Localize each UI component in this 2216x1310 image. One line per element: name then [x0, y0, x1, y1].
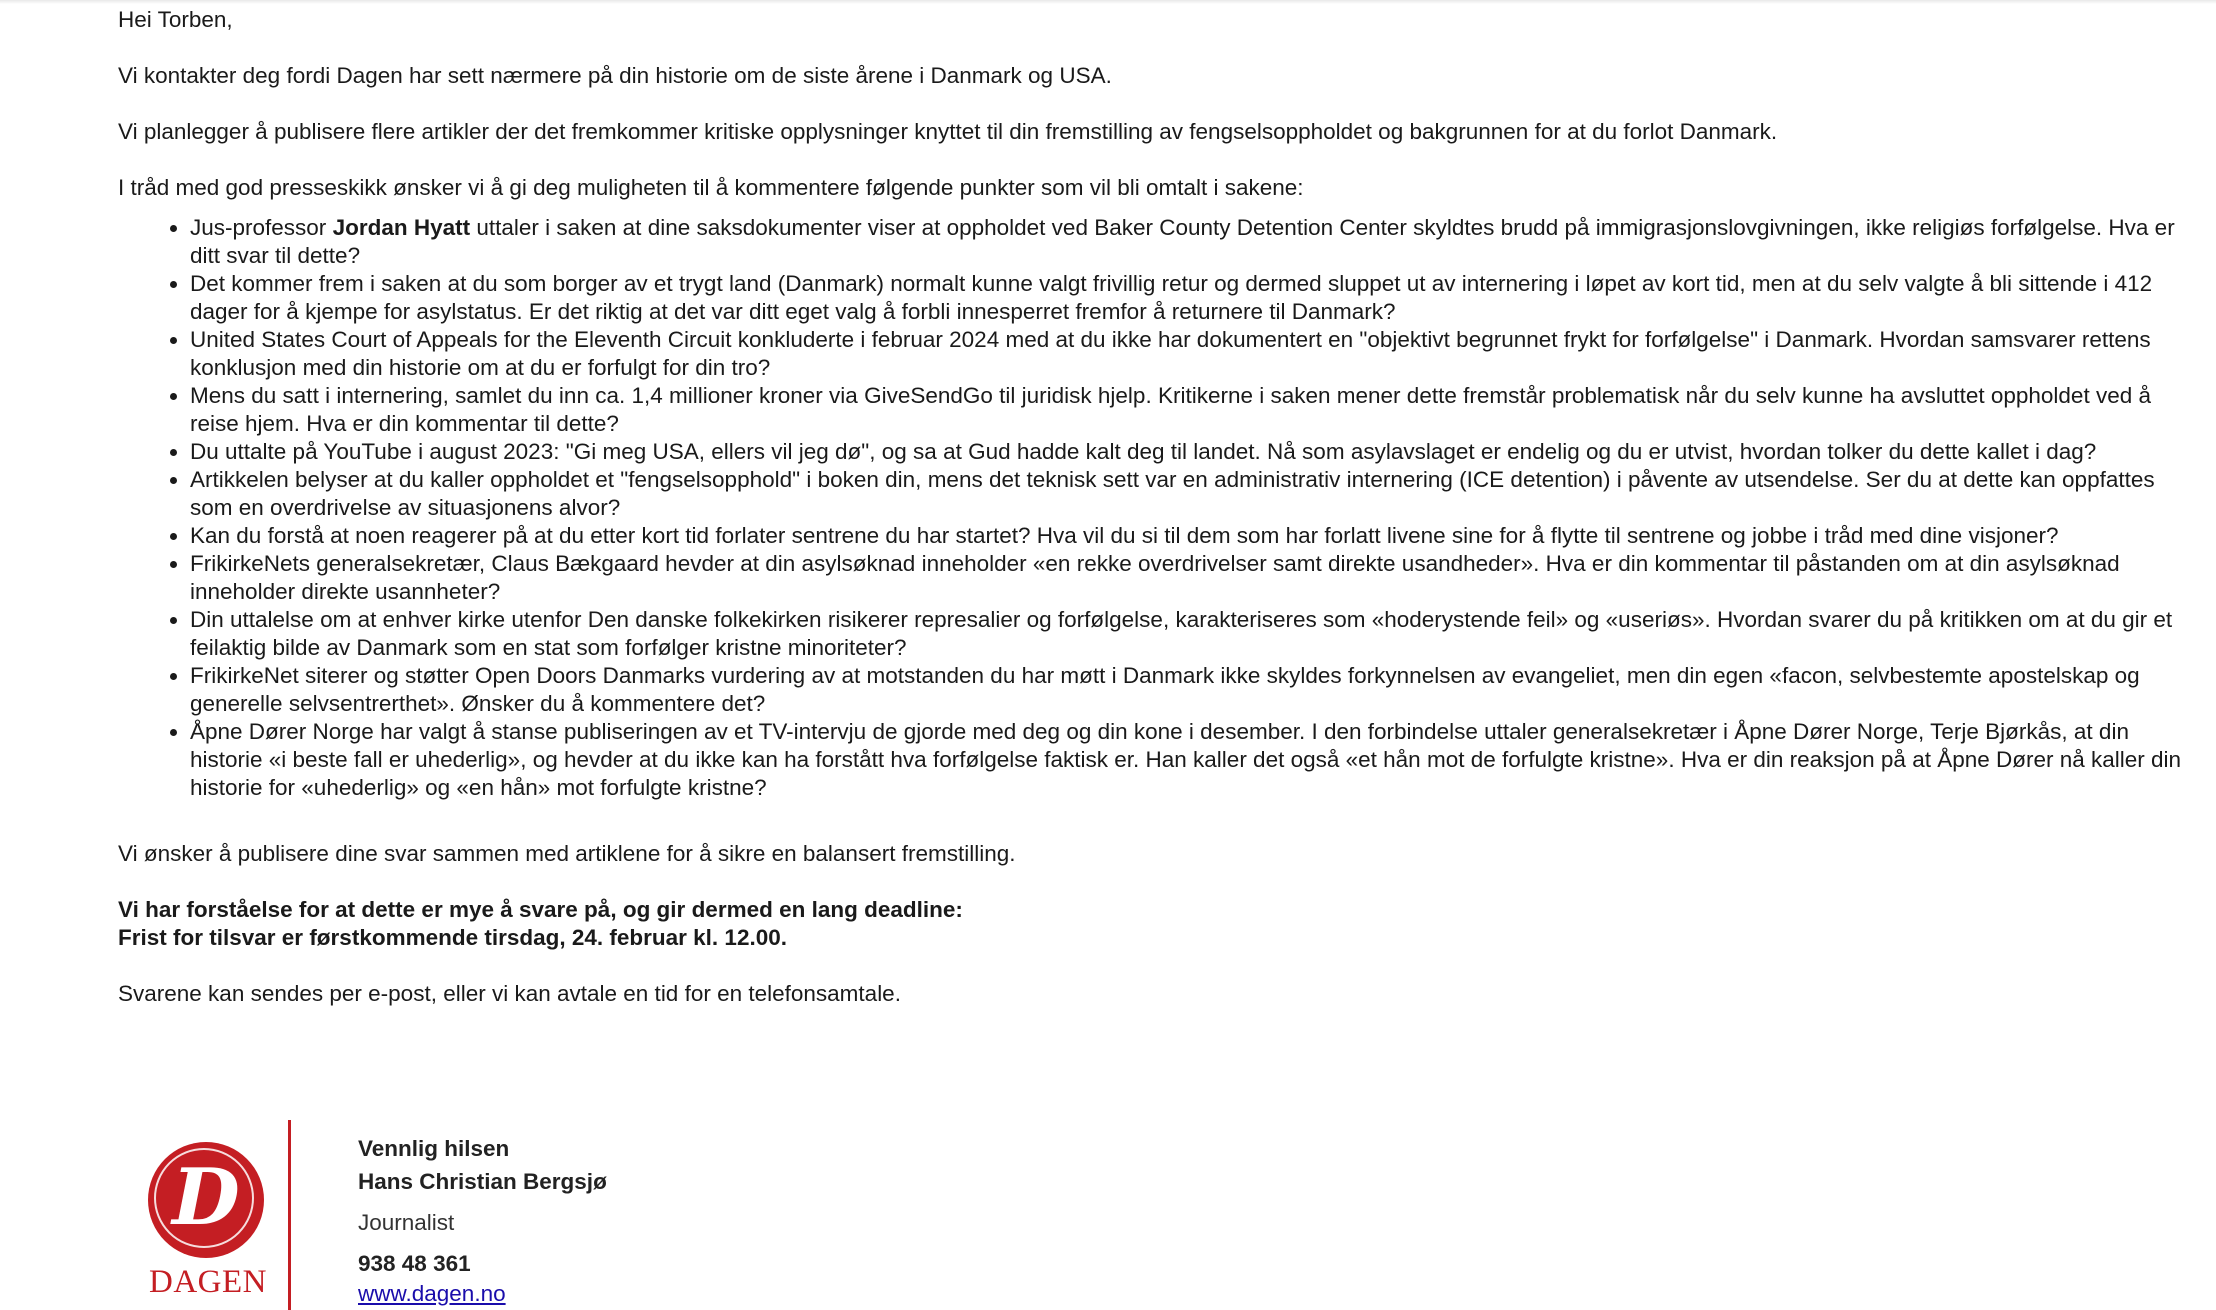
deadline-block: [118, 896, 2198, 952]
question-list: [118, 214, 2198, 802]
deadline-line-1: Vi har forståelse for at dette er mye å svare på, og gir dermed en lang deadline:: [118, 897, 963, 922]
list-item: • FrikirkeNet siterer og støtter Open Doors Danmarks vurdering av at motstanden du har møtt i Danmark ikke skyldes forkynnelsen av evangeliet, men din egen «facon, selvbestemte apostelskap og generelle selvsentrerthet». Ønsker du å kommentere det?: [190, 662, 2198, 718]
expert-name: Jordan Hyatt: [332, 215, 471, 240]
logo-wordmark: DAGEN: [149, 1264, 267, 1300]
list-item: • United States Court of Appeals for the Eleventh Circuit konkluderte i februar 2024 med at du ikke har dokumentert en "objektivt begrunnet frykt for forfølgelse" i Danmark. Hvordan samsvarer rettens konklusjon med din historie om at du er forfulgt for din tro?: [190, 326, 2198, 382]
lead-in-paragraph: I tråd med god presseskikk ønsker vi å gi deg muligheten til å kommentere følgende punkter som vil bli omtalt i sakene:: [118, 175, 1304, 200]
list-item: • Kan du forstå at noen reagerer på at du etter kort tid forlater sentrene du har startet? Hva vil du si til dem som har forlatt livene sine for å flytte til sentrene og jobbe i tråd med dine visjoner?: [190, 522, 2198, 550]
publish-note: Vi ønsker å publisere dine svar sammen med artiklene for å sikre en balansert fremstilling.: [118, 841, 1016, 866]
email-body: [118, 6, 2198, 1036]
deadline-line-2: Frist for tilsvar er førstkommende tirsdag, 24. februar kl. 12.00.: [118, 925, 787, 950]
greeting: Hei Torben,: [118, 7, 233, 32]
signature-regards: Vennlig hilsen: [358, 1136, 510, 1161]
intro-paragraph: Vi kontakter deg fordi Dagen har sett nærmere på din historie om de siste årene i Danmark og USA.: [118, 63, 1112, 88]
signature-phone: 938 48 361: [358, 1251, 471, 1276]
list-item: • Mens du satt i internering, samlet du inn ca. 1,4 millioner kroner via GiveSendGo til juridisk hjelp. Kritikerne i saken mener dette fremstår problematisk når du selv kunne ha avsluttet oppholdet ved å reise hjem. Hva er din kommentar til dette?: [190, 382, 2198, 438]
list-item: • Det kommer frem i saken at du som borger av et trygt land (Danmark) normalt kunne valgt frivillig retur og dermed sluppet ut av internering i løpet av kort tid, men at du selv valgte å bli sittende i 412 dager for å kjempe for asylstatus. Er det riktig at det var ditt eget valg å forbli innesperret fremfor å returnere til Danmark?: [190, 270, 2198, 326]
signature-divider: [288, 1120, 291, 1310]
website-link[interactable]: www.dagen.no: [358, 1281, 506, 1306]
logo-letter: D: [172, 1152, 240, 1243]
signature-details: [358, 1132, 607, 1308]
contact-note: Svarene kan sendes per e-post, eller vi kan avtale en tid for en telefonsamtale.: [118, 981, 901, 1006]
top-divider: [0, 0, 2216, 4]
list-item: • Artikkelen belyser at du kaller oppholdet et "fengselsopphold" i boken din, mens det teknisk sett var en administrativ internering (ICE detention) i påvente av utsendelse. Ser du at dette kan oppfattes som en overdrivelse av situasjonens alvor?: [190, 466, 2198, 522]
logo-emblem: [148, 1142, 264, 1258]
point-prefix: Jus-professor: [190, 215, 333, 240]
list-item: • FrikirkeNets generalsekretær, Claus Bækgaard hevder at din asylsøknad inneholder «en rekke overdrivelser samt direkte usandheder». Hva er din kommentar til påstanden om at din asylsøknad inneholder direkte usannheter?: [190, 550, 2198, 606]
point-suffix: uttaler i saken at dine saksdokumenter viser at oppholdet ved Baker County Detention Center skyldtes brudd på immigrasjonslovgivningen, ikke religiøs forfølgelse. Hva er ditt svar til dette?: [190, 215, 2175, 268]
dagen-logo: [140, 1142, 276, 1301]
list-item: • Åpne Dører Norge har valgt å stanse publiseringen av et TV-intervju de gjorde med deg og din kone i desember. I den forbindelse uttaler generalsekretær i Åpne Dører Norge, Terje Bjørkås, at din historie «i beste fall er uhederlig», og hevder at du ikke kan ha forstått hva forfølgelse faktisk er. Han kaller det også «et hån mot de forfulgte kristne». Hva er din reaksjon på at Åpne Dører nå kaller din historie for «uhederlig» og «en hån» mot forfulgte kristne?: [190, 718, 2198, 802]
list-item: [190, 214, 2198, 270]
plan-paragraph: Vi planlegger å publisere flere artikler der det fremkommer kritiske opplysninger knyttet til din fremstilling av fengselsoppholdet og bakgrunnen for at du forlot Danmark.: [118, 119, 1778, 144]
signature-role: Journalist: [358, 1210, 455, 1235]
email-signature: [140, 1120, 740, 1310]
list-item: • Din uttalelse om at enhver kirke utenfor Den danske folkekirken risikerer represalier og forfølgelse, karakteriseres som «hoderystende feil» og «useriøs». Hvordan svarer du på kritikken om at du gir et feilaktig bilde av Danmark som en stat som forfølger kristne minoriteter?: [190, 606, 2198, 662]
signature-name: Hans Christian Bergsjø: [358, 1169, 607, 1194]
list-item: • Du uttalte på YouTube i august 2023: "Gi meg USA, ellers vil jeg dø", og sa at Gud hadde kalt deg til landet. Nå som asylavslaget er endelig og du er utvist, hvordan tolker du dette kallet i dag?: [190, 438, 2198, 466]
